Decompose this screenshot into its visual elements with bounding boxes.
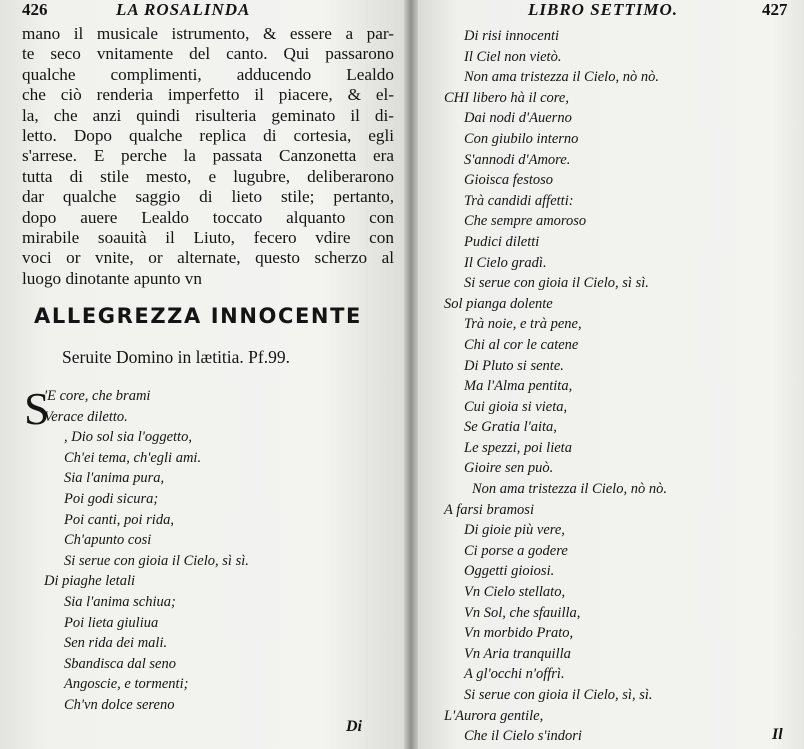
verse-line: S'annodi d'Amore. — [464, 151, 571, 168]
verse-line: L'Aurora gentile, — [444, 707, 544, 724]
verse-line: Angoscie, e tormenti; — [64, 676, 189, 693]
verse-line: Ma l'Alma pentita, — [464, 378, 573, 395]
prose-line: letto. Dopo qualche replica di cortesia, egli — [22, 126, 394, 146]
running-head: LA ROSALINDA — [116, 0, 251, 19]
verse-line: Dai nodi d'Auerno — [464, 110, 572, 127]
verse-line: Poi canti, poi rida, — [64, 511, 174, 528]
verse-line: Sia l'anima schiua; — [64, 593, 176, 610]
verse-line: Il Ciel non vietò. — [464, 48, 562, 65]
verse-line: Si serue con gioia il Cielo, sì sì. — [464, 275, 649, 292]
catchword: Di — [346, 718, 362, 735]
verse-line: Si serue con gioia il Cielo, sì sì. — [64, 552, 249, 569]
verse-line: 'E core, che brami — [44, 388, 151, 404]
verse-line: Sbandisca dal seno — [64, 655, 176, 672]
prose-line: tutta di stile mesto, e lugubre, deliberarono — [22, 166, 394, 186]
epigraph: Seruite Domino in lætitia. Pf.99. — [62, 347, 290, 367]
prose-line: te seco vnitamente del canto. Qui passarono — [22, 44, 394, 64]
poem-verses — [44, 386, 384, 716]
page-number: 426 — [22, 0, 48, 19]
verse-line: Ch'apunto cosi — [64, 532, 152, 549]
verse-line: Trà noie, e trà pene, — [464, 316, 582, 333]
verse-line: Gioisca festoso — [464, 172, 554, 189]
book-gutter — [404, 0, 418, 749]
verse-line: Vn Aria tranquilla — [464, 645, 571, 662]
verse-line: Ch'vn dolce sereno — [64, 696, 175, 713]
verse-line: A gl'occhi n'offrì. — [464, 666, 565, 683]
verse-line: Verace diletto. — [44, 408, 128, 425]
verse-line: Con giubilo interno — [464, 130, 579, 147]
right-page — [418, 0, 804, 749]
verse-line: Chi al cor le catene — [464, 336, 579, 353]
verse-line: Vn Cielo stellato, — [464, 584, 566, 601]
catchword: Il — [772, 726, 783, 743]
verse-line: Poi lieta giuliua — [64, 614, 159, 631]
verse-line: Il Cielo gradì. — [464, 254, 547, 271]
verse-line: Gioire sen può. — [464, 460, 554, 477]
verse-line: Di piaghe letali — [44, 573, 136, 590]
verse-line: Trà candidi affetti: — [464, 192, 574, 209]
verse-line: Non ama tristezza il Cielo, nò nò. — [472, 481, 667, 498]
poem-title: ALLEGREZZA INNOCENTE — [34, 304, 362, 328]
verse-line: Le spezzi, poi lieta — [464, 439, 572, 456]
verse-line: Poi godi sicura; — [64, 490, 159, 507]
verse-line: Che sempre amoroso — [464, 213, 587, 230]
verse-line: Sia l'anima pura, — [64, 470, 165, 487]
verse-line: Oggetti gioiosi. — [464, 563, 555, 580]
prose-line: dopo auere Lealdo toccato alquanto con — [22, 207, 394, 227]
prose-line: qualche complimenti, adducendo Lealdo — [22, 64, 394, 84]
verse-line: Non ama tristezza il Cielo, nò nò. — [464, 69, 659, 86]
prose-line: luogo dinotante apunto vn — [22, 268, 202, 288]
prose-line: dar qualche saggio di lieto stile; pertanto, — [22, 187, 394, 207]
verse-line: Sol pianga dolente — [444, 295, 553, 312]
verse-line: Di gioie più vere, — [464, 522, 565, 539]
verse-line: Ch'ei tema, ch'egli ami. — [64, 449, 202, 466]
verse-line: CHI libero hà il core, — [444, 89, 569, 106]
poem-verses — [444, 26, 796, 747]
verse-line: Pudici diletti — [464, 233, 540, 250]
verse-line: Vn Sol, che sfauilla, — [464, 604, 581, 621]
prose-line: mirabile soauità il Liuto, fecero vdire con — [22, 228, 394, 248]
verse-line: Di risi innocenti — [464, 28, 560, 44]
page-number: 427 — [762, 0, 788, 19]
verse-line: Ci porse a godere — [464, 542, 568, 559]
verse-line: Di Pluto si sente. — [464, 357, 564, 374]
running-head: LIBRO SETTIMO. — [528, 0, 679, 19]
verse-line: , Dio sol sia l'oggetto, — [64, 429, 192, 446]
verse-line: Si serue con gioia il Cielo, sì, sì. — [464, 687, 653, 703]
verse-line: Vn morbido Prato, — [464, 625, 574, 642]
verse-line: Sen rida dei mali. — [64, 635, 168, 652]
prose-line: s'arrese. E perche la passata Canzonetta era — [22, 146, 394, 166]
verse-line: A farsi bramosi — [444, 501, 534, 518]
verse-line: Se Gratia l'aita, — [464, 419, 557, 436]
verse-line: Che il Cielo s'indori — [464, 728, 582, 745]
prose-line: voci or vnite, or alternate, questo scherzo al — [22, 248, 394, 268]
verse-line: Cui gioia si vieta, — [464, 398, 568, 415]
prose-line: che ciò renderia imperfetto il piacere, & el- — [22, 85, 394, 105]
prose-text — [22, 24, 394, 289]
drop-cap: S — [24, 383, 50, 434]
prose-line: mano il musicale istrumento, & essere a par- — [22, 24, 394, 43]
prose-line: la, che anzi quindi risulteria geminato il di- — [22, 105, 394, 125]
